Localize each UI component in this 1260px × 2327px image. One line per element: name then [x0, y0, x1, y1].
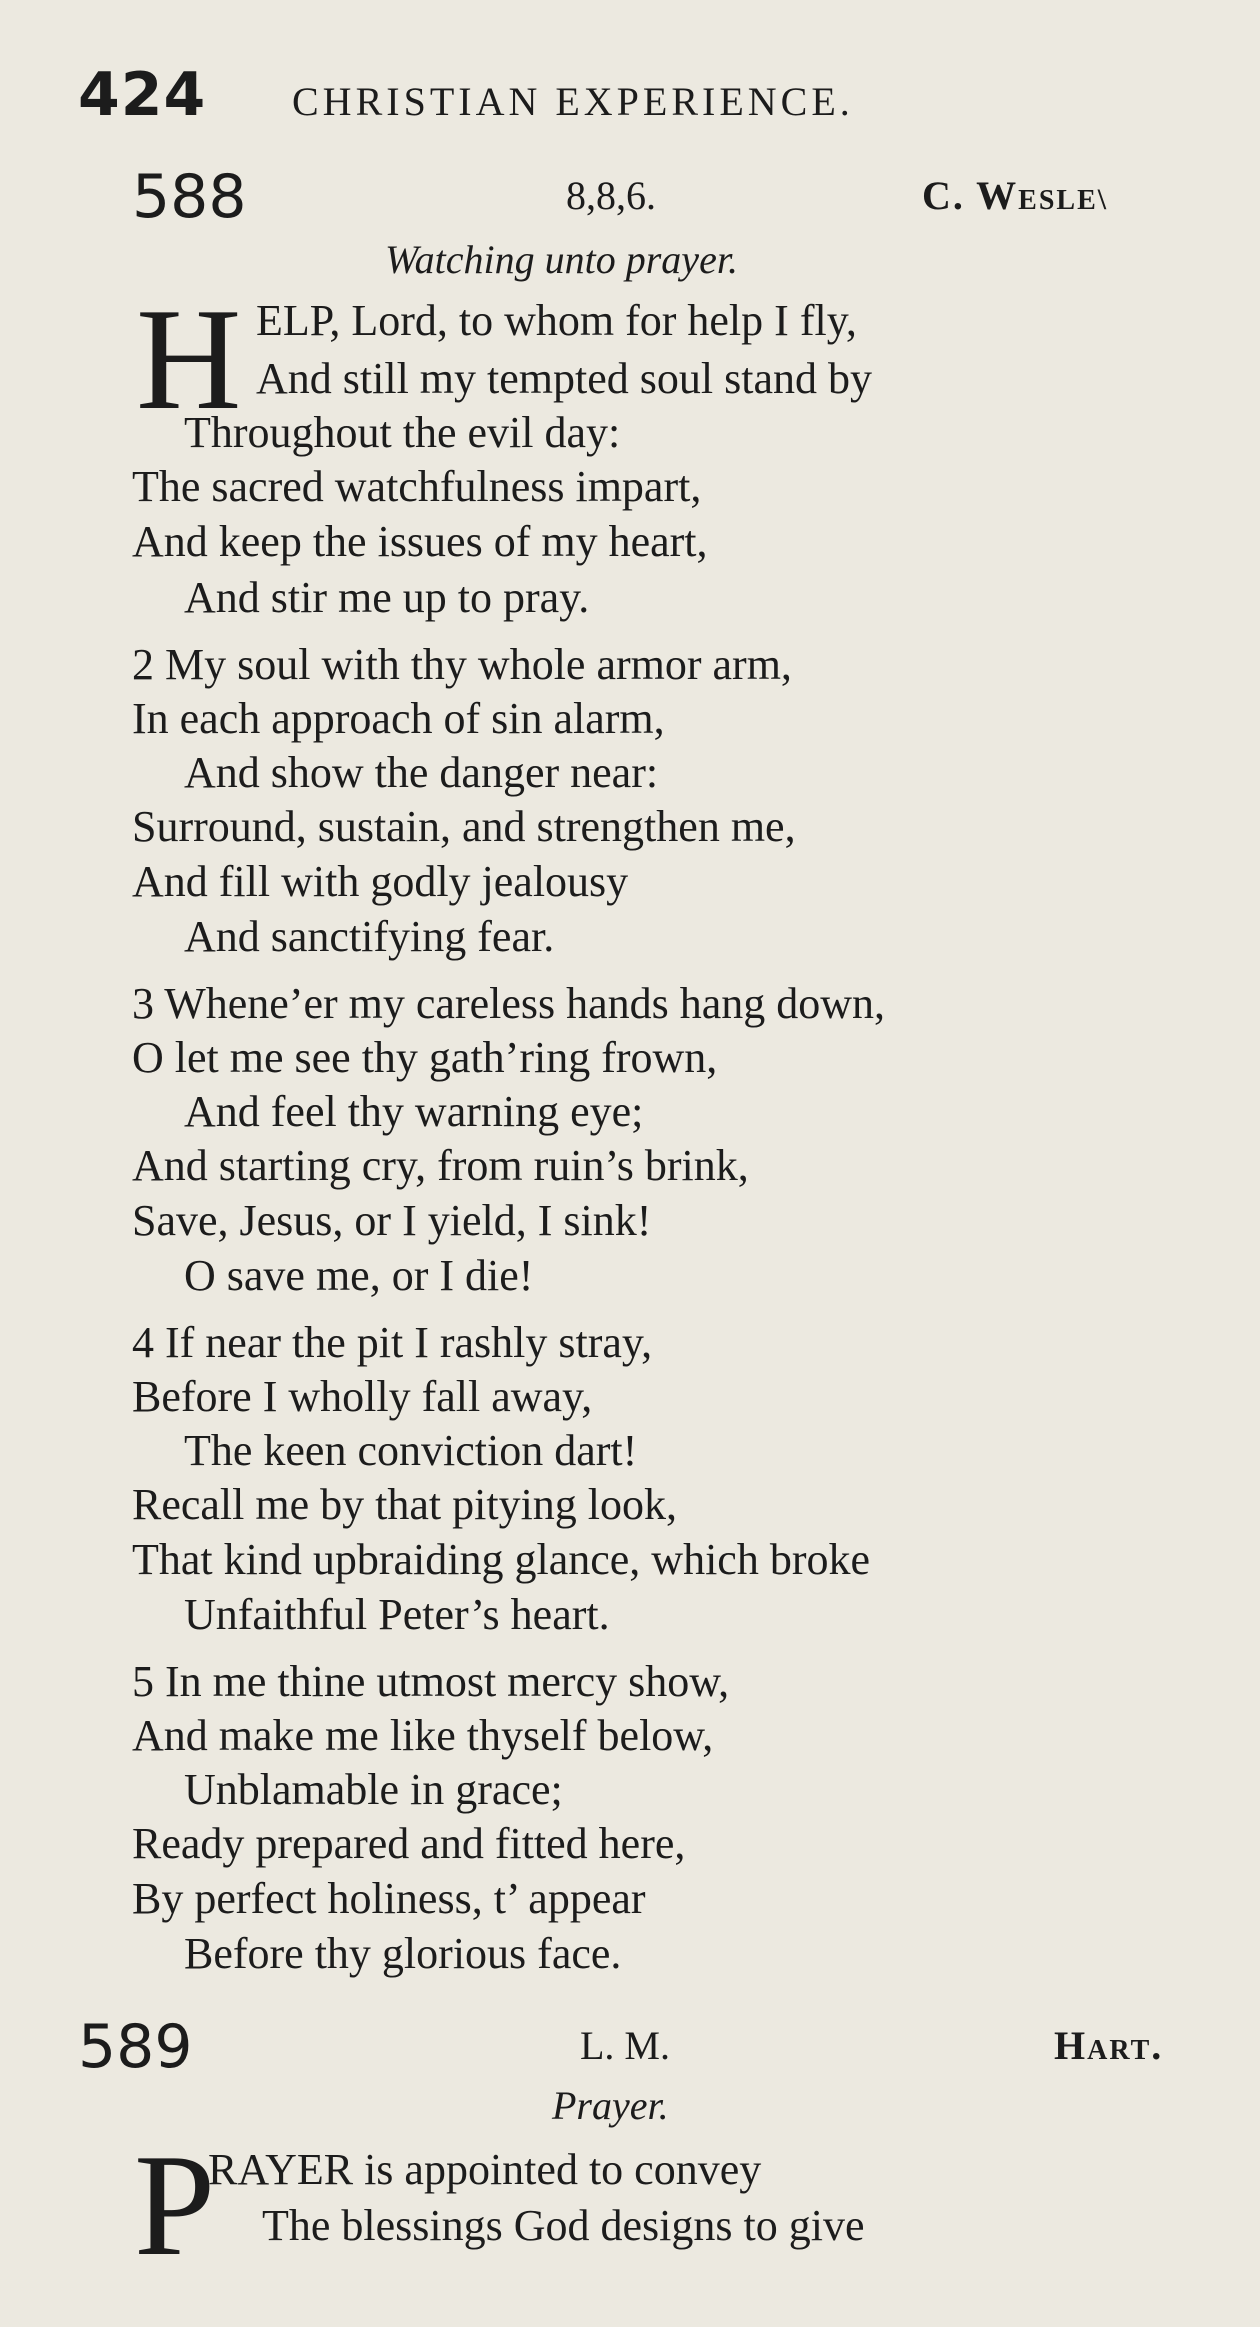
hymn-588-line: And fill with godly jealousy [132, 857, 629, 906]
hymn-588-author: C. Wesle [922, 173, 1098, 218]
hymn-589-first-line: RAYER is appointed to convey [208, 2145, 762, 2194]
hymn-588-subtitle: Watching unto prayer. [385, 237, 738, 282]
hymn-588-line: And sanctifying fear. [184, 912, 555, 961]
hymn-588-line: Unfaithful Peter’s heart. [184, 1590, 610, 1639]
hymn-588-line: O save me, or I die! [184, 1251, 534, 1300]
hymn-588-line: And feel thy warning eye; [184, 1087, 644, 1136]
hymn-588-line: 5 In me thine utmost mercy show, [132, 1657, 730, 1706]
hymn-589-drop-cap: P [134, 2124, 216, 2286]
hymn-588-line: Unblamable in grace; [184, 1765, 563, 1814]
hymn-588-line: Save, Jesus, or I yield, I sink! [132, 1196, 652, 1245]
hymn-588-line: By perfect holiness, t’ appear [132, 1874, 646, 1923]
hymn-588-line: 3 Whene’er my careless hands hang down, [132, 979, 886, 1028]
hymn-588-line: That kind upbraiding glance, which broke [132, 1535, 871, 1584]
running-title: CHRISTIAN EXPERIENCE. [292, 79, 854, 124]
hymn-588-line: And starting cry, from ruin’s brink, [132, 1141, 749, 1190]
hymn-588-line: Surround, sustain, and strengthen me, [132, 802, 796, 851]
hymn-589-line: The blessings God designs to give [262, 2201, 865, 2250]
hymn-588-line: And stir me up to pray. [184, 573, 590, 622]
hymn-588-line: Recall me by that pitying look, [132, 1480, 678, 1529]
hymn-588-line: Ready prepared and fitted here, [132, 1819, 686, 1868]
hymn-588-line: The sacred watchfulness impart, [132, 462, 702, 511]
hymn-588-line: The keen conviction dart! [184, 1426, 638, 1475]
hymn-588-first-line: ELP, Lord, to whom for help I fly, [256, 296, 857, 345]
hymn-589-author: Hart. [1054, 2023, 1164, 2068]
page-number: 424 [78, 60, 207, 130]
hymn-588-line: And still my tempted soul stand by [256, 354, 872, 403]
hymn-588-number: 588 [132, 162, 247, 232]
hymn-588-line: And show the danger near: [184, 748, 659, 797]
hymn-589-subtitle: Prayer. [552, 2083, 669, 2128]
hymn-588-line: 4 If near the pit I rashly stray, [132, 1318, 653, 1367]
hymn-588-author-tail: \ [1097, 183, 1109, 216]
hymn-588-line: 2 My soul with thy whole armor arm, [132, 640, 792, 689]
hymn-588-line: Before thy glorious face. [184, 1929, 622, 1978]
hymn-588-line: Before I wholly fall away, [132, 1372, 593, 1421]
hymn-588-line: In each approach of sin alarm, [132, 694, 665, 743]
hymn-588-author-block [922, 172, 1108, 219]
hymn-588-line: And keep the issues of my heart, [132, 517, 708, 566]
hymn-588-drop-cap: H [136, 278, 242, 440]
hymn-589-meter: L. M. [580, 2023, 670, 2068]
hymn-588-meter: 8,8,6. [566, 173, 656, 218]
hymn-588-line: Throughout the evil day: [184, 408, 621, 457]
hymn-588-line: And make me like thyself below, [132, 1711, 714, 1760]
hymn-588-line: O let me see thy gath’ring frown, [132, 1033, 718, 1082]
hymn-589-number: 589 [78, 2012, 193, 2082]
